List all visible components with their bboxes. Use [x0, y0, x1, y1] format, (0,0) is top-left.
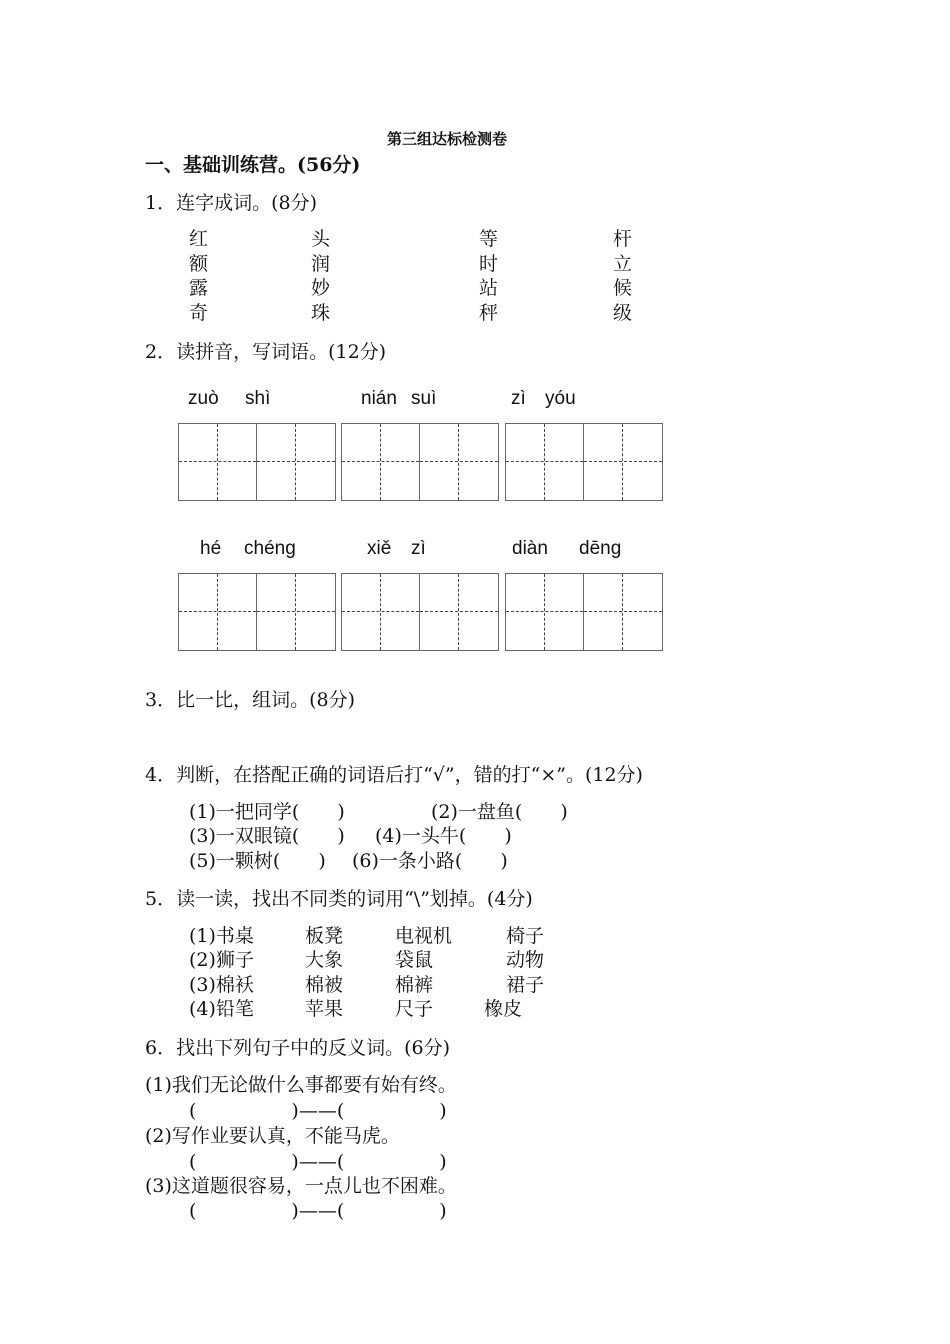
q1-char: 级	[613, 302, 633, 324]
antonym-blank[interactable]: ( )——( )	[189, 1100, 447, 1122]
writing-cell[interactable]	[584, 574, 662, 650]
question-4-label: 4．判断，在搭配正确的词语后打“√”，错的打“×”。(12分)	[145, 764, 643, 786]
q1-char: 露	[189, 277, 209, 299]
sentence: (3)这道题很容易，一点儿也不困难。	[145, 1175, 457, 1197]
writing-cell[interactable]	[420, 574, 498, 650]
judgment-item: (3)一双眼镜( )	[189, 825, 345, 847]
writing-cell[interactable]	[342, 574, 420, 650]
q1-char: 站	[479, 277, 499, 299]
pinyin: yóu	[545, 388, 576, 409]
word[interactable]: 大象	[305, 949, 344, 971]
writing-grid[interactable]	[505, 423, 663, 501]
writing-cell[interactable]	[342, 424, 420, 500]
page-title: 第三组达标检测卷	[387, 130, 508, 148]
question-2-label: 2．读拼音，写词语。(12分)	[145, 341, 387, 363]
pinyin: xiě	[367, 538, 392, 559]
pinyin: zuò	[188, 388, 219, 409]
q1-char: 红	[189, 228, 209, 250]
pinyin: diàn	[512, 538, 548, 559]
sentence: (1)我们无论做什么事都要有始有终。	[145, 1074, 457, 1096]
word[interactable]: 袋鼠	[395, 949, 434, 971]
writing-grid[interactable]	[505, 573, 663, 651]
pinyin: dēng	[579, 538, 622, 559]
writing-grid[interactable]	[178, 573, 336, 651]
q1-char: 时	[479, 253, 499, 275]
question-6-label: 6．找出下列句子中的反义词。(6分)	[145, 1037, 451, 1059]
writing-grid[interactable]	[178, 423, 336, 501]
word[interactable]: 裙子	[506, 974, 545, 996]
q1-char: 奇	[189, 302, 209, 324]
word[interactable]: 棉被	[305, 974, 344, 996]
word[interactable]: 电视机	[395, 925, 453, 947]
writing-cell[interactable]	[506, 424, 584, 500]
pinyin: hé	[200, 538, 222, 559]
q1-char: 候	[613, 277, 633, 299]
question-5-label: 5．读一读，找出不同类的词用“\”划掉。(4分)	[145, 888, 533, 910]
writing-cell[interactable]	[257, 574, 335, 650]
q1-char: 润	[311, 253, 331, 275]
word[interactable]: (2)狮子	[189, 949, 254, 971]
word[interactable]: (3)棉袄	[189, 974, 254, 996]
antonym-blank[interactable]: ( )——( )	[189, 1200, 447, 1222]
word[interactable]: 棉裤	[395, 974, 434, 996]
q1-char: 妙	[311, 277, 331, 299]
word[interactable]: 板凳	[305, 925, 344, 947]
word[interactable]: (1)书桌	[189, 925, 254, 947]
writing-grid[interactable]	[341, 423, 499, 501]
word[interactable]: 尺子	[395, 998, 434, 1020]
writing-cell[interactable]	[179, 574, 257, 650]
writing-grid[interactable]	[341, 573, 499, 651]
judgment-item: (5)一颗树( )	[189, 850, 326, 872]
question-1-label: 1．连字成词。(8分)	[145, 192, 318, 214]
pinyin: shì	[245, 388, 271, 409]
word[interactable]: 橡皮	[484, 998, 523, 1020]
word[interactable]: (4)铅笔	[189, 998, 254, 1020]
question-3-label: 3．比一比，组词。(8分)	[145, 689, 356, 711]
antonym-blank[interactable]: ( )——( )	[189, 1151, 447, 1173]
word[interactable]: 动物	[506, 949, 545, 971]
sentence: (2)写作业要认真，不能马虎。	[145, 1125, 400, 1147]
section-heading: 一、基础训练营。(56分)	[145, 154, 361, 176]
q1-char: 杆	[613, 228, 633, 250]
pinyin: nián	[361, 388, 397, 409]
q1-char: 秤	[479, 302, 499, 324]
writing-cell[interactable]	[584, 424, 662, 500]
judgment-item: (2)一盘鱼( )	[431, 801, 568, 823]
q1-char: 等	[479, 228, 499, 250]
writing-cell[interactable]	[506, 574, 584, 650]
pinyin: zì	[411, 538, 426, 559]
word[interactable]: 椅子	[506, 925, 545, 947]
q1-char: 珠	[311, 302, 331, 324]
judgment-item: (6)一条小路( )	[352, 850, 508, 872]
writing-cell[interactable]	[179, 424, 257, 500]
word[interactable]: 苹果	[305, 998, 344, 1020]
writing-cell[interactable]	[257, 424, 335, 500]
q1-char: 头	[311, 228, 331, 250]
pinyin: suì	[411, 388, 437, 409]
q1-char: 额	[189, 253, 209, 275]
judgment-item: (4)一头牛( )	[375, 825, 512, 847]
pinyin: chéng	[244, 538, 296, 559]
pinyin: zì	[511, 388, 526, 409]
judgment-item: (1)一把同学( )	[189, 801, 345, 823]
q1-char: 立	[613, 253, 633, 275]
writing-cell[interactable]	[420, 424, 498, 500]
